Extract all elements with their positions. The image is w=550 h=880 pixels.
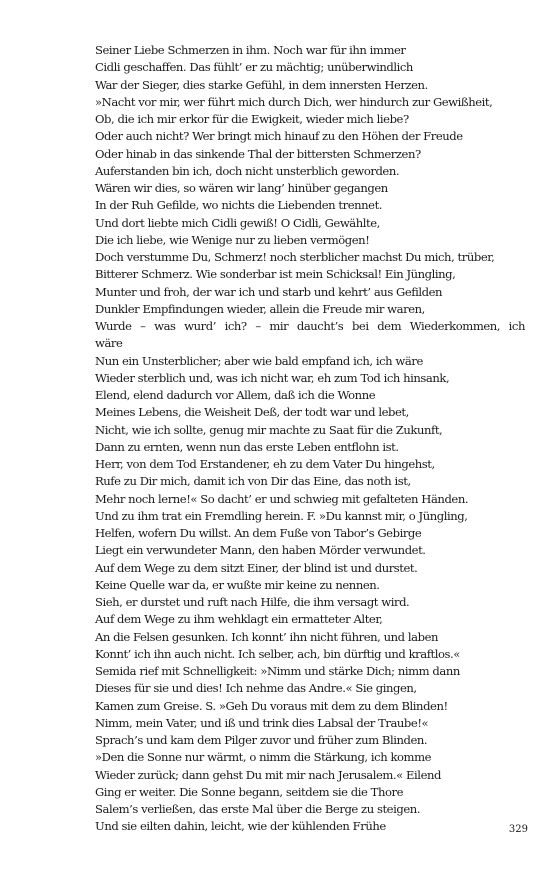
text-line: War der Sieger, dies starke Gefühl, in dem innersten Herzen. <box>95 77 428 92</box>
poem-text-block <box>95 42 525 836</box>
text-line: Munter und froh, der war ich und starb und kehrt’ aus Gefilden <box>95 284 443 299</box>
text-line: Herr, von dem Tod Erstandener, eh zu dem Vater Du hingehst, <box>95 457 435 471</box>
text-line: Wieder zurück; dann gehst Du mit mir nach Jerusalem.« Eilend <box>95 767 441 782</box>
text-line: Und dort liebte mich Cidli gewiß! O Cidli, Gewählte, <box>95 215 380 230</box>
text-line: »Den die Sonne nur wärmt, o nimm die Stärkung, ich komme <box>95 750 432 765</box>
text-line: Helfen, wofern Du willst. An dem Fuße von Tabor’s Gebirge <box>95 526 422 540</box>
text-line: Und sie eilten dahin, leicht, wie der kühlenden Frühe <box>95 819 386 834</box>
text-line: Die ich liebe, wie Wenige nur zu lieben vermögen! <box>95 232 370 247</box>
text-line: Doch verstumme Du, Schmerz! noch sterblicher machst Du mich, trüber, <box>95 250 495 264</box>
text-line: Und zu ihm trat ein Fremdling herein. F. »Du kannst mir, o Jüngling, <box>95 508 468 523</box>
text-line: Meines Lebens, die Weisheit Deß, der todt war und lebet, <box>95 405 409 420</box>
text-line: »Nacht vor mir, wer führt mich durch Dich, wer hindurch zur Gewißheit, <box>95 94 493 109</box>
text-line: Oder hinab in das sinkende Thal der bittersten Schmerzen? <box>95 146 421 161</box>
text-line: Sprach’s und kam dem Pilger zuvor und früher zum Blinden. <box>95 733 428 747</box>
text-line: An die Felsen gesunken. Ich konnt’ ihn nicht führen, und laben <box>95 629 439 644</box>
text-line: Dieses für sie und dies! Ich nehme das Andre.« Sie gingen, <box>95 681 417 696</box>
text-line: Kamen zum Greise. S. »Geh Du voraus mit dem zu dem Blinden! <box>95 698 448 713</box>
text-line: Auferstanden bin ich, doch nicht unsterblich geworden. <box>95 163 400 178</box>
text-line: Bitterer Schmerz. Wie sonderbar ist mein Schicksal! Ein Jüngling, <box>95 267 456 282</box>
text-line: Nicht, wie ich sollte, genug mir machte zu Saat für die Zukunft, <box>95 422 443 437</box>
text-line: Nimm, mein Vater, und iß und trink dies Labsal der Traube!« <box>95 715 429 730</box>
text-line: Elend, elend dadurch vor Allem, daß ich die Wonne <box>95 388 376 402</box>
text-line: Sieh, er durstet und ruft nach Hilfe, die ihm versagt wird. <box>95 595 410 609</box>
text-line: wäre <box>95 336 123 351</box>
text-line: Nun ein Unsterblicher; aber wie bald empfand ich, ich wäre <box>95 353 423 368</box>
page-number: 329 <box>508 824 528 835</box>
text-line: Rufe zu Dir mich, damit ich von Dir das Eine, das noth ist, <box>95 474 411 489</box>
text-line: Ging er weiter. Die Sonne begann, seitdem sie die Thore <box>95 784 404 799</box>
text-line: Seiner Liebe Schmerzen in ihm. Noch war für ihn immer <box>95 43 406 57</box>
text-line: Dunkler Empfindungen wieder, allein die Freude mir waren, <box>95 301 425 316</box>
text-line: Keine Quelle war da, er wußte mir keine zu nennen. <box>95 577 380 592</box>
text-line: Mehr noch lerne!« So dacht’ er und schwieg mit gefalteten Händen. <box>95 491 469 506</box>
text-line: Cidli geschaffen. Das fühlt’ er zu mächtig; unüberwindlich <box>95 60 413 75</box>
text-line: Konnt’ ich ihn auch nicht. Ich selber, ach, bin dürftig und kraftlos.« <box>95 646 460 661</box>
text-line: Auf dem Wege zu ihm wehklagt ein ermatteter Alter, <box>95 612 383 627</box>
text-line: Salem’s verließen, das erste Mal über die Berge zu steigen. <box>95 802 420 816</box>
text-line: Oder auch nicht? Wer bringt mich hinauf zu den Höhen der Freude <box>95 129 463 144</box>
text-line: Dann zu ernten, wenn nun das erste Leben entflohn ist. <box>95 439 399 454</box>
text-line: Auf dem Wege zu dem sitzt Einer, der blind ist und durstet. <box>95 560 418 575</box>
text-line: Liegt ein verwundeter Mann, den haben Mörder verwundet. <box>95 543 426 558</box>
text-line: Wurde – was wurd’ ich? – mir daucht’s bei dem Wiederkommen, ich <box>95 319 525 333</box>
text-line: Semida rief mit Schnelligkeit: »Nimm und stärke Dich; nimm dann <box>95 664 460 678</box>
text-line: Ob, die ich mir erkor für die Ewigkeit, wieder mich liebe? <box>95 112 409 126</box>
text-line: In der Ruh Gefilde, wo nichts die Liebenden trennet. <box>95 198 383 213</box>
text-line: Wären wir dies, so wären wir lang’ hinüber gegangen <box>95 181 388 195</box>
text-line: Wieder sterblich und, was ich nicht war, eh zum Tod ich hinsank, <box>95 370 450 385</box>
